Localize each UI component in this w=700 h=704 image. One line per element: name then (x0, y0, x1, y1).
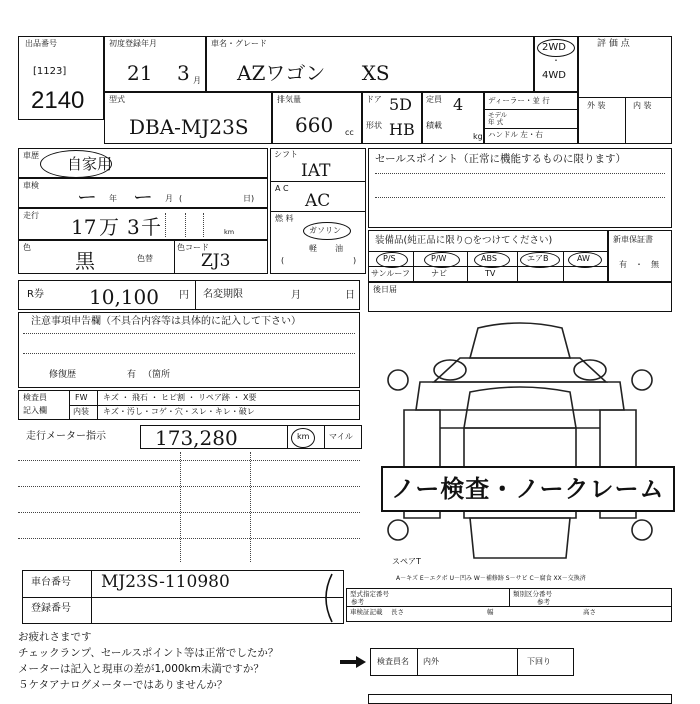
car-name-value: AZワゴン XS (237, 61, 390, 85)
first-reg-month: 3 (177, 61, 190, 85)
color-value: 黒 (75, 249, 95, 273)
odometer-km-circle (291, 428, 315, 448)
equip-airbag: エアB (527, 254, 549, 263)
name-change-label: 名変期限 (203, 289, 243, 300)
recycle-value: 10,100 (89, 285, 159, 309)
warranty-label: 新車保証書 (613, 235, 653, 244)
inspection-box (18, 178, 268, 208)
inspector-notes-fw-text: キズ ・ 飛石 ・ ヒビ割 ・ リペア跡 ・ X要 (103, 393, 257, 402)
mileage-sen-label: 千 (141, 215, 161, 239)
lot-number: 2140 (31, 87, 85, 114)
inspector-notes-in-label: 内装 (73, 407, 89, 416)
rating-exterior: 外 装 (587, 101, 606, 110)
model-year-label: モデル 年 式 (488, 111, 508, 126)
footer-greeting: お疲れさまです (18, 631, 92, 643)
odometer-km: km (297, 432, 310, 441)
drive-4wd: 4WD (542, 70, 566, 81)
inspector-notes-label2: 記入欄 (23, 406, 47, 415)
inspection-day-open: ( (179, 194, 183, 203)
cert-label: 型式指定番号 (350, 590, 389, 598)
handle-label: ハンドル 左・右 (488, 130, 543, 139)
usage-label: 車歴 (23, 151, 39, 160)
odometer-box (140, 425, 362, 449)
footer-q2: メーターは記入と現車の差が1,000km未満ですか？ (18, 663, 264, 675)
inspection-year-suffix: 年 (109, 194, 117, 203)
width-label: 幅 (487, 608, 494, 616)
odometer-mile: マイル (329, 432, 353, 441)
rating-interior: 内 装 (633, 101, 652, 110)
fuel-paren-l: ( (281, 256, 285, 265)
mileage-label: 走行 (23, 211, 39, 220)
displacement-value: 660 (295, 113, 334, 137)
equip-abs: ABS (481, 254, 497, 263)
ac-value: AC (305, 191, 331, 211)
inspector-notes-fw-label: FW (75, 393, 88, 402)
drive-2wd: 2WD (542, 42, 566, 53)
load-unit: kg (473, 132, 483, 141)
inspector-notes-box (18, 390, 360, 420)
displacement-box (272, 92, 362, 144)
color-box (18, 240, 268, 274)
equip-sunroof: サンルーフ (371, 269, 410, 278)
repair-location: （箇所 (143, 370, 171, 380)
equip-ps: P/S (383, 254, 396, 263)
vin-label: 車検証記載 (350, 608, 383, 616)
lot-box (18, 36, 104, 120)
color-code-label: 色コード (177, 243, 209, 252)
sales-box (368, 148, 672, 228)
recycle-label: R券 (27, 289, 44, 300)
fuel-oil: 油 (335, 244, 343, 253)
class-ref: 参考 (537, 598, 550, 606)
equip-pw: P/W (431, 254, 447, 263)
fuel-gasoline-circle (303, 222, 351, 240)
first-reg-label: 初度登録年月 (109, 39, 157, 48)
repair-value: 有 (127, 370, 137, 380)
equip-ps-circle (376, 252, 408, 268)
warranty-dot: ・ (635, 260, 643, 269)
dealer-label: ディーラー・並 行 (488, 96, 550, 105)
warranty-no: 無 (651, 260, 659, 269)
inspection-month: ー (133, 185, 153, 209)
name-change-month: 月 (291, 290, 301, 301)
car-name-label: 車名・グレード (211, 39, 267, 48)
ac-label: A C (275, 184, 289, 193)
fuel-light: 軽 (309, 244, 317, 253)
name-change-day: 日 (345, 290, 355, 301)
mileage-man-label: 万 (99, 215, 119, 239)
capacity-box (422, 92, 484, 144)
capacity-label: 定員 (426, 95, 442, 104)
notes-label: 注意事項申告欄（不具合内容等は具体的に記入して下さい） (31, 316, 301, 327)
sales-label: セールスポイント（正常に機能するものに限ります） (375, 153, 627, 165)
car-name-box (206, 36, 534, 92)
displacement-unit: cc (345, 128, 354, 137)
mileage-unit: km (224, 228, 235, 236)
dealer-box (484, 92, 578, 144)
damage-legend: A－キズ E－エクボ U－凹み W－補修跡 S－サビ C－腐食 XX－交換済 (396, 575, 586, 582)
usage-circle (40, 150, 112, 178)
inspector-box (370, 648, 574, 676)
inspector-notes-label1: 検査員 (23, 393, 47, 402)
no-claim-stamp (381, 466, 675, 512)
equipment-label: 装備品(純正品に限り○をつけてください) (375, 235, 553, 246)
door-value: 5D (389, 95, 413, 114)
notes-box (18, 312, 360, 388)
displacement-label: 排気量 (277, 95, 301, 104)
rating-label: 評 価 点 (597, 39, 630, 49)
inspector-label: 検査員名 (377, 657, 409, 666)
repair-label: 修復歴 (49, 370, 77, 380)
chassis-bracket (312, 572, 346, 624)
lot-code: [1123] (33, 66, 67, 77)
car-damage-diagram (380, 318, 660, 570)
load-label: 積載 (426, 121, 442, 130)
capacity-value: 4 (453, 95, 464, 114)
inspection-year: ー (77, 185, 97, 209)
fuel-gasoline: ガソリン (309, 226, 341, 235)
inspection-label: 車検 (23, 181, 39, 190)
equip-pw-circle (424, 252, 460, 268)
warranty-yes: 有 (619, 260, 627, 269)
door-label: ドア (366, 95, 382, 104)
spare-label: スペアT (392, 557, 421, 566)
equip-aw-circle (568, 252, 602, 268)
shift-label: シフト (274, 150, 298, 159)
mileage-sen: 3 (127, 215, 140, 239)
shape-value: HB (389, 120, 415, 139)
first-reg-month-suffix: 月 (193, 76, 201, 85)
bottom-edge-box (368, 694, 672, 704)
equip-aw: AW (577, 254, 590, 263)
chassis-label: 車台番号 (31, 577, 71, 588)
usage-value: 自家用 (67, 155, 113, 173)
class-label: 類別区分番号 (513, 590, 552, 598)
mileage-box (18, 208, 268, 240)
rear-seat-label: 後日届 (373, 285, 397, 294)
recycle-box (18, 280, 360, 310)
model-box (104, 92, 272, 144)
shift-value: IAT (301, 161, 331, 181)
color-label: 色 (23, 243, 31, 252)
door-shape-box (362, 92, 422, 144)
odometer-value: 173,280 (155, 426, 238, 450)
length-label: 長さ (391, 608, 404, 616)
registration-label: 登録番号 (31, 603, 71, 614)
inspector-inside: 内外 (423, 657, 439, 666)
color-code: ZJ3 (201, 251, 231, 271)
equip-abs-circle (474, 252, 510, 268)
equip-tv: TV (485, 269, 496, 278)
cert-ref: 参考 (351, 598, 364, 606)
inspection-month-suffix: 月 (165, 194, 173, 203)
warranty-box (608, 230, 672, 282)
drive-2wd-circle (537, 39, 575, 57)
inspector-notes-in-text: キズ・汚し・コゲ・穴・スレ・キレ・破レ (103, 407, 255, 416)
color-change-label: 色替 (137, 254, 153, 263)
fuel-paren-r: ) (353, 256, 357, 265)
odometer-label: 走行メーター指示 (26, 431, 106, 442)
lot-label: 出品番号 (25, 39, 57, 48)
equip-airbag-circle (520, 252, 560, 268)
drive-dot: ・ (552, 56, 560, 65)
dimensions-box (346, 588, 672, 622)
mileage-man: 17 (71, 215, 97, 239)
chassis-value: MJ23S-110980 (101, 572, 230, 592)
recycle-unit: 円 (179, 290, 189, 301)
inspector-lower: 下回り (527, 657, 551, 666)
model-label: 型式 (109, 95, 125, 104)
shift-box (270, 148, 366, 274)
first-reg-box (104, 36, 206, 92)
equip-navi: ナビ (431, 269, 447, 278)
shape-label: 形状 (366, 121, 382, 130)
chassis-box (22, 570, 344, 624)
footer-q3: ５ケタアナログメーターではありませんか？ (18, 679, 228, 691)
stamp-text: ノー検査・ノークレーム (391, 475, 665, 503)
fuel-label: 燃 料 (275, 214, 294, 223)
footer-q1: チェックランプ、セールスポイント等は正常でしたか？ (18, 647, 279, 659)
arrow-icon (338, 654, 368, 670)
height-label: 高さ (583, 608, 596, 616)
inspection-day-suffix: 日) (243, 194, 255, 203)
model-value: DBA-MJ23S (129, 115, 249, 139)
rear-box (368, 282, 672, 312)
rating-box (578, 36, 672, 144)
first-reg-year: 21 (127, 61, 153, 85)
